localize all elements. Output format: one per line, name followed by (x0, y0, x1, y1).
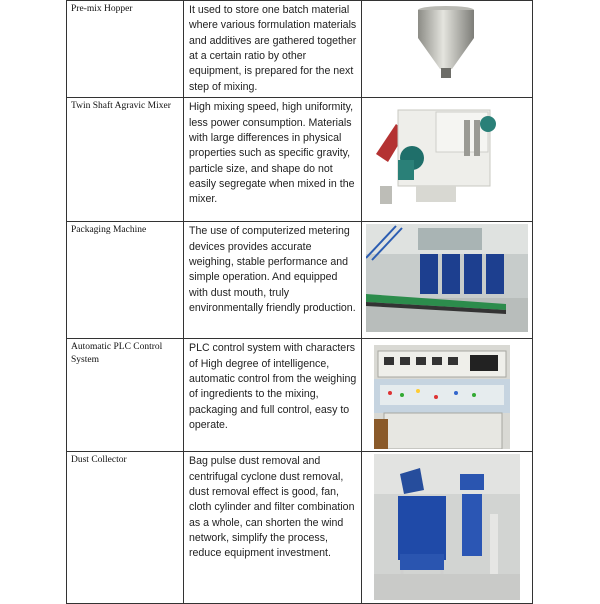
equipment-image-cell (362, 452, 533, 604)
equipment-image-cell (362, 222, 533, 339)
table-row (67, 98, 533, 222)
table-row (67, 452, 533, 604)
equipment-description: Bag pulse dust removal and centrifugal cyclone dust removal, dust removal effect is good, fan, cloth cylinder and filter combination as a whole, can shorten the wind network, simplify the process, reduce equipment investment. (184, 452, 362, 604)
table-row (67, 222, 533, 339)
equipment-image-cell (362, 339, 533, 452)
equipment-image-cell (362, 1, 533, 98)
equipment-name: Packaging Machine (67, 222, 184, 339)
equipment-description: PLC control system with characters of High degree of intelligence, automatic control from the weighing of ingredients to the mixing, packaging and full control, easy to operate. (184, 339, 362, 452)
equipment-description: High mixing speed, high uniformity, less power consumption. Materials with large differences in physical properties such as specific gravity, particle size, and shape do not easily segregate when mixed in the mixer. (184, 98, 362, 222)
equipment-description: The use of computerized metering devices provides accurate weighing, stable performance and simple operation. And equipped with dust mouth, truly environmentally friendly production. (184, 222, 362, 339)
equipment-name: Automatic PLC Control System (67, 339, 184, 452)
dust-collector-photo (374, 454, 520, 600)
plc-control-cabinet-photo (374, 345, 510, 449)
equipment-table (66, 0, 533, 604)
twin-shaft-mixer-photo (376, 102, 516, 210)
table-row (67, 1, 533, 98)
equipment-description: It used to store one batch material where various formulation materials and additives are gathered together at a certain ratio by other equipment, is prepared for the next step of mixing. (184, 1, 362, 98)
packaging-machine-photo (366, 224, 528, 332)
equipment-name: Dust Collector (67, 452, 184, 604)
table-row (67, 339, 533, 452)
equipment-name: Twin Shaft Agravic Mixer (67, 98, 184, 222)
equipment-image-cell (362, 98, 533, 222)
pre-mix-hopper-photo (416, 5, 476, 81)
equipment-name: Pre-mix Hopper (67, 1, 184, 98)
